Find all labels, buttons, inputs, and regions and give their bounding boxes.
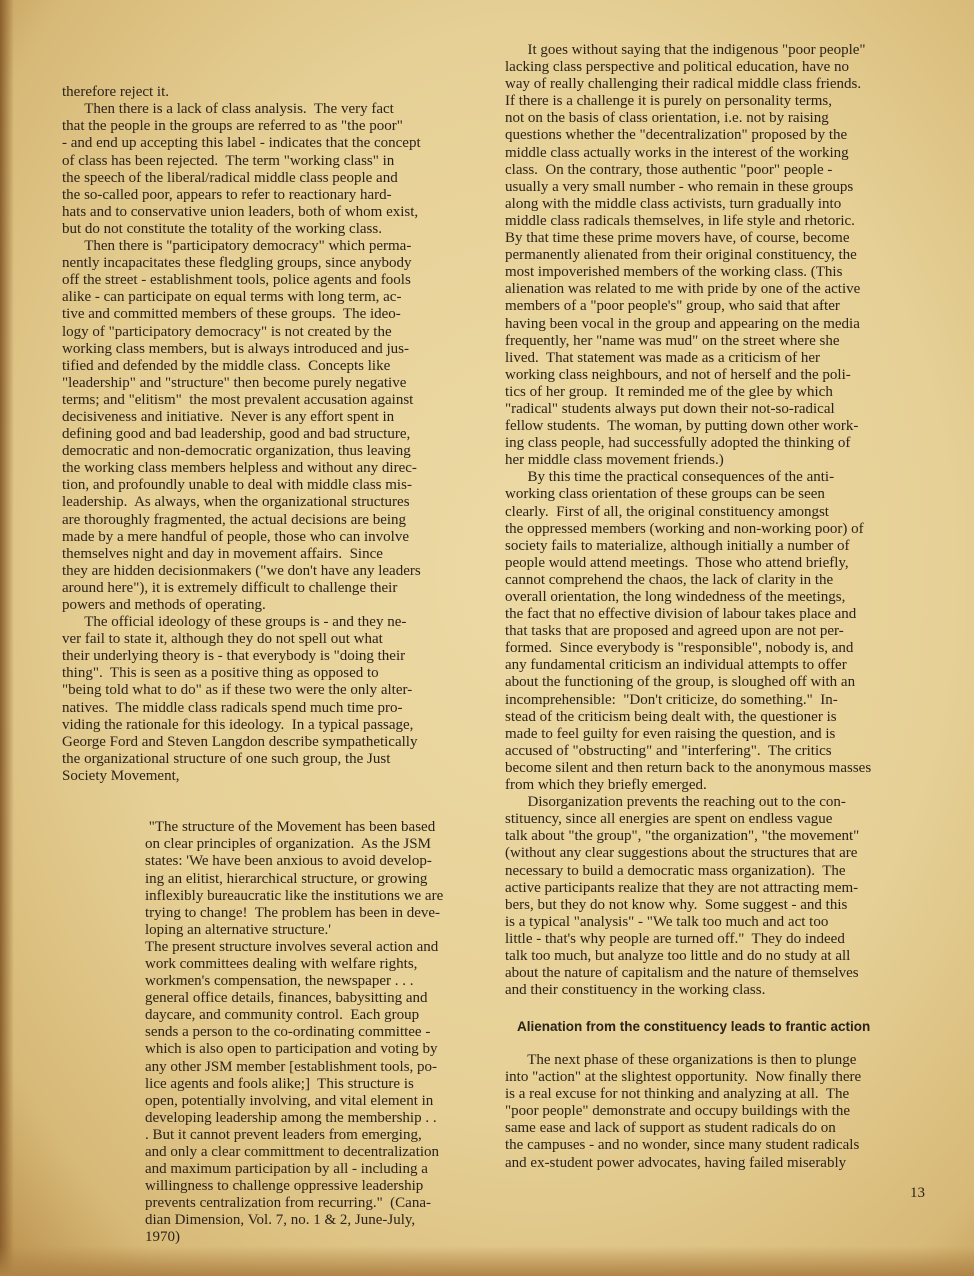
text-line: Then there is "participatory democracy" which perma- xyxy=(62,238,412,255)
text-line: most impoverished members of the working class. (This xyxy=(505,264,843,281)
text-line: . But it cannot prevent leaders from emerging, xyxy=(145,1126,422,1143)
text-line: nently incapacitates these fledgling groups, since anybody xyxy=(62,255,412,272)
text-line: decisiveness and initiative. Never is any effort spent in xyxy=(62,408,395,425)
text-line: made by a mere handful of people, those who can involve xyxy=(62,528,409,545)
text-line: tics of her group. It reminded me of the glee by which xyxy=(505,383,833,400)
text-line: thing". This is seen as a positive thing as opposed to xyxy=(62,665,379,682)
text-line: active participants realize that they are not attracting mem- xyxy=(505,879,859,896)
page-edge-shadow xyxy=(0,0,14,1276)
left-column xyxy=(62,50,443,1264)
text-line: accused of "obstructing" and "interfering". The critics xyxy=(505,742,832,759)
text-line: ing class people, had successfully adopted the thinking of xyxy=(505,435,851,452)
text-line: are thoroughly fragmented, the actual decisions are being xyxy=(62,511,407,528)
text-line: Society Movement, xyxy=(62,767,180,784)
text-line: tive and committed members of these groups. The ideo- xyxy=(62,306,401,323)
text-line: workmen's compensation, the newspaper . . . xyxy=(145,973,414,990)
text-line: natives. The middle class radicals spend much time pro- xyxy=(62,699,403,716)
text-line: talk too much, but analyze too little and do no study at all xyxy=(505,947,851,964)
block-quote xyxy=(62,819,443,1246)
text-line: Disorganization prevents the reaching out to the con- xyxy=(505,794,846,811)
text-line: alike - can participate on equal terms with long term, ac- xyxy=(62,289,402,306)
text-line: ing an elitist, hierarchical structure, or growing xyxy=(145,870,428,887)
text-line: the working class members helpless and without any direc- xyxy=(62,460,417,477)
text-line: on clear principles of organization. As the JSM xyxy=(145,836,431,853)
text-line: her middle class movement friends.) xyxy=(505,452,724,469)
text-line: made to feel guilty for even raising the question, and is xyxy=(505,725,836,742)
text-line: defining good and bad leadership, good and bad structure, xyxy=(62,426,411,443)
text-line: little - that's why people are turned off." They do indeed xyxy=(505,930,845,947)
text-line: powers and methods of operating. xyxy=(62,597,266,613)
text-line: hats and to conservative union leaders, both of whom exist, xyxy=(62,203,419,220)
text-line: frequently, her "name was mud" on the street where she xyxy=(505,332,840,349)
text-line: and only a clear committment to decentralization xyxy=(145,1144,440,1160)
text-line: the speech of the liberal/radical middle class people and xyxy=(62,169,398,186)
text-line: any other JSM member [establishment tools, po- xyxy=(145,1058,438,1075)
text-line: their underlying theory is - that everybody is "doing their xyxy=(62,648,406,665)
text-line: but do not constitute the totality of the working class. xyxy=(62,220,382,237)
text-line: is a real excuse for not thinking and analyzing at all. The xyxy=(505,1086,850,1103)
text-line: prevents centralization from recurring." (Cana- xyxy=(145,1195,431,1212)
text-line: formed. Since everybody is "responsible", nobody is, and xyxy=(505,640,854,657)
page-number: 13 xyxy=(910,1185,925,1201)
text-line: and ex-student power advocates, having failed miserably xyxy=(505,1154,847,1171)
text-line: general office details, finances, babysitting and xyxy=(145,990,428,1007)
text-line: into "action" at the slightest opportunity. Now finally there xyxy=(505,1069,862,1086)
text-line: - and end up accepting this label - indicates that the concept xyxy=(62,135,421,152)
text-line: the oppressed members (working and non-working poor) of xyxy=(505,520,864,537)
left-column-body xyxy=(62,84,443,785)
text-line: themselves night and day in movement affairs. Since xyxy=(62,545,383,562)
text-line: ver fail to state it, although they do not spell out what xyxy=(62,631,383,648)
text-line: of class has been rejected. The term "working class" in xyxy=(62,152,395,169)
text-line: from which they briefly emerged. xyxy=(505,777,707,794)
text-line: become silent and then return back to the anonymous masses xyxy=(505,759,872,776)
text-line: sends a person to the co-ordinating committee - xyxy=(145,1024,431,1041)
text-line: off the street - establishment tools, police agents and fools xyxy=(62,272,411,289)
text-line: the so-called poor, appears to refer to reactionary hard- xyxy=(62,186,392,203)
text-line: middle class actually works in the interest of the working xyxy=(505,144,849,161)
text-line: working class neighbours, and not of herself and the poli- xyxy=(505,366,851,383)
text-line: The present structure involves several action and xyxy=(145,938,439,955)
text-line: the fact that no effective division of labour takes place and xyxy=(505,606,857,623)
text-line: therefore reject it. xyxy=(62,84,170,101)
text-line: working class orientation of these groups can be seen xyxy=(505,486,825,503)
text-line: about the functioning of the group, is sloughed off with an xyxy=(505,674,856,691)
text-line: working class members, but is always introduced and jus- xyxy=(62,340,410,357)
text-line: stead of the criticism being dealt with, the questioner is xyxy=(505,708,837,725)
text-line: inflexibly bureaucratic like the institutions we are xyxy=(145,887,444,904)
text-line: any fundamental criticism an individual attempts to offer xyxy=(505,657,847,674)
text-line: George Ford and Steven Langdon describe sympathetically xyxy=(62,733,418,750)
text-line: Then there is a lack of class analysis. The very fact xyxy=(62,101,394,118)
text-line: If there is a challenge it is purely on personality terms, xyxy=(505,93,832,110)
text-line: alienation was related to me with pride by one of the active xyxy=(505,281,861,298)
text-line: fellow students. The woman, by putting down other work- xyxy=(505,418,859,435)
text-line: that the people in the groups are referred to as "the poor" xyxy=(62,118,403,135)
text-line: the campuses - and no wonder, since many student radicals xyxy=(505,1137,860,1154)
text-line: (without any clear suggestions about the structures that are xyxy=(505,845,858,862)
text-line: tified and defended by the middle class. Concepts like xyxy=(62,357,391,374)
text-line: tion, and profoundly unable to deal with middle class mis- xyxy=(62,477,412,494)
text-line: incomprehensible: "Don't criticize, do something." In- xyxy=(505,691,838,708)
text-line: trying to change! The problem has been in deve- xyxy=(145,904,441,921)
text-line: lacking class perspective and political education, have no xyxy=(505,59,850,76)
text-line: open, potentially involving, and vital element in xyxy=(145,1092,434,1109)
text-line: usually a very small number - who remain in these groups xyxy=(505,178,854,195)
text-line: willingness to challenge oppressive leadership xyxy=(145,1178,424,1195)
right-column-continued xyxy=(505,1052,861,1172)
text-line: 1970) xyxy=(145,1229,180,1246)
text-line: The official ideology of these groups is - and they ne- xyxy=(62,614,407,631)
text-line: It goes without saying that the indigenous "poor people" xyxy=(505,42,866,58)
text-line: questions whether the "decentralization" proposed by the xyxy=(505,127,848,144)
text-line: democratic and non-democratic organization, thus leaving xyxy=(62,443,411,460)
text-line: daycare, and community control. Each group xyxy=(145,1007,420,1024)
text-line: same ease and lack of support as student radicals do on xyxy=(505,1120,836,1137)
text-line: terms; and "elitism" the most prevalent accusation against xyxy=(62,391,414,408)
text-line: bers, but they do not know why. Some suggest - and this xyxy=(505,896,848,913)
text-line: stituency, since all energies are spent on endless vague xyxy=(505,811,833,828)
text-line: overall orientation, the long windedness of the meetings, xyxy=(505,589,846,605)
text-line: states: 'We have been anxious to avoid develop- xyxy=(145,853,432,870)
text-line: "being told what to do" as if these two were the only alter- xyxy=(62,682,413,699)
text-line: which is also open to participation and voting by xyxy=(145,1041,438,1058)
text-line: leadership. As always, when the organizational structures xyxy=(62,494,410,511)
text-line: they are hidden decisionmakers ("we don't have any leaders xyxy=(62,562,421,579)
text-line: not on the basis of class orientation, i.e. not by raising xyxy=(505,110,829,127)
right-column xyxy=(505,42,871,999)
text-line: necessary to build a democratic mass organization). The xyxy=(505,862,846,879)
text-line: people would attend meetings. Those who attend briefly, xyxy=(505,554,849,571)
text-line: By that time these prime movers have, of course, become xyxy=(505,230,850,247)
text-line: By this time the practical consequences of the anti- xyxy=(505,469,835,486)
text-line: "poor people" demonstrate and occupy buildings with the xyxy=(505,1103,851,1120)
text-line: dian Dimension, Vol. 7, no. 1 & 2, June-July, xyxy=(145,1212,416,1229)
text-line: way of really challenging their radical middle class friends. xyxy=(505,76,862,93)
text-line: The next phase of these organizations is then to plunge xyxy=(505,1052,857,1068)
text-line: having been vocal in the group and appearing on the media xyxy=(505,315,860,332)
text-line: and their constituency in the working class. xyxy=(505,982,766,999)
text-line: middle class radicals themselves, in life style and rhetoric. xyxy=(505,212,855,229)
text-line: around here"), it is extremely difficult to challenge their xyxy=(62,579,398,596)
text-line: logy of "participatory democracy" is not created by the xyxy=(62,323,392,340)
text-line: "leadership" and "structure" then become purely negative xyxy=(62,374,407,391)
text-line: lice agents and fools alike;] This structure is xyxy=(145,1075,414,1092)
text-line: the organizational structure of one such group, the Just xyxy=(62,750,391,767)
text-line: clearly. First of all, the original constituency amongst xyxy=(505,503,829,520)
text-line: is a typical "analysis" - "We talk too much and act too xyxy=(505,913,829,930)
text-line: members of a "poor people's" group, who said that after xyxy=(505,298,840,315)
text-line: society fails to materialize, although initially a number of xyxy=(505,537,850,554)
text-line: class. On the contrary, those authentic "poor" people - xyxy=(505,161,833,178)
text-line: work committees dealing with welfare rights, xyxy=(145,955,418,972)
section-heading: Alienation from the constituency leads to frantic action xyxy=(517,1019,871,1034)
text-line: that tasks that are proposed and agreed upon are not per- xyxy=(505,623,844,640)
text-line: lived. That statement was made as a criticism of her xyxy=(505,349,821,366)
text-line: "radical" students always put down their not-so-radical xyxy=(505,400,835,417)
text-line: and maximum participation by all - including a xyxy=(145,1161,428,1178)
text-line: loping an alternative structure.' xyxy=(145,921,331,938)
text-line: developing leadership among the membership . . xyxy=(145,1109,437,1126)
text-line: along with the middle class activists, turn gradually into xyxy=(505,195,842,212)
text-line: about the nature of capitalism and the nature of themselves xyxy=(505,965,859,982)
text-line: cannot comprehend the chaos, the lack of clarity in the xyxy=(505,571,834,588)
text-line: "The structure of the Movement has been based xyxy=(145,819,436,836)
text-line: talk about "the group", "the organization", "the movement" xyxy=(505,828,860,845)
text-line: viding the rationale for this ideology. In a typical passage, xyxy=(62,716,414,733)
text-line: permanently alienated from their original constituency, the xyxy=(505,247,857,264)
